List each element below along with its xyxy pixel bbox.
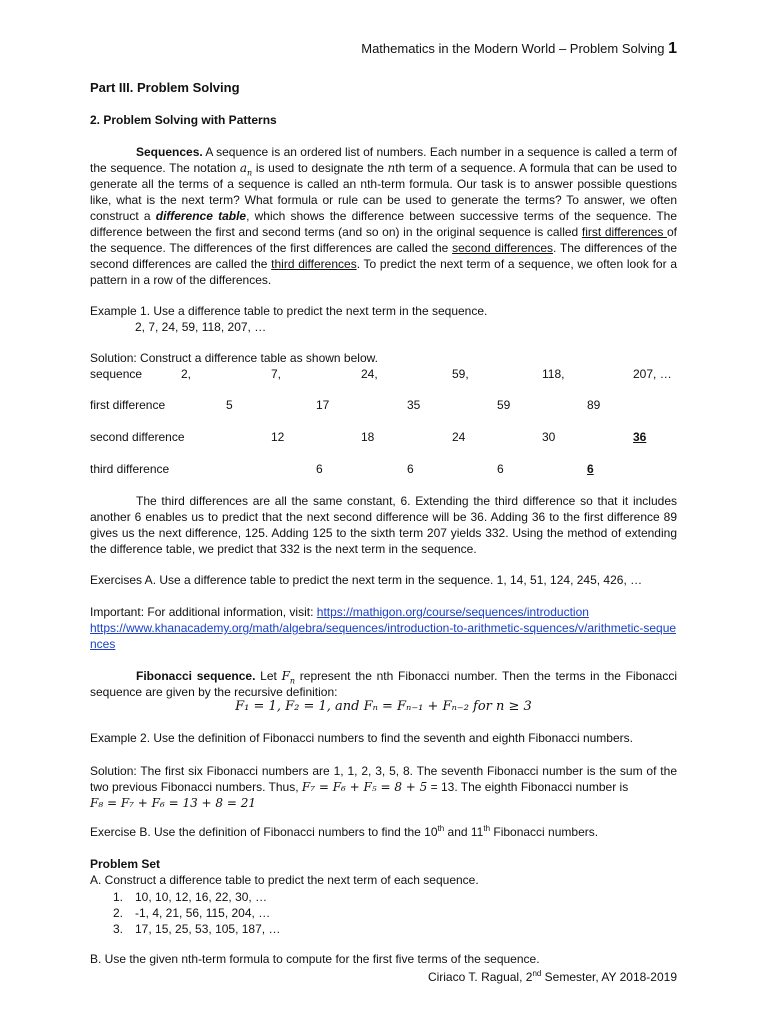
table-cell: 30: [542, 430, 556, 444]
mathigon-link[interactable]: https://mathigon.org/course/sequences/introduction: [316, 605, 589, 619]
table-row-first-difference: [90, 398, 690, 414]
exercise-b: Exercise B. Use the definition of Fibonacci numbers to find the 10th and 11th Fibonacci numbers.: [90, 824, 599, 839]
list-item: 2. -1, 4, 21, 56, 115, 204, …: [113, 906, 271, 920]
example1-prompt: Example 1. Use a difference table to predict the next term in the sequence.: [90, 304, 488, 318]
example2-prompt: Example 2. Use the definition of Fibonacci numbers to find the seventh and eighth Fibonacci numbers.: [90, 731, 633, 745]
table-cell: 7,: [271, 367, 282, 381]
list-item: 1. 10, 10, 12, 16, 22, 30, …: [113, 890, 268, 904]
table-cell: 24,: [361, 367, 378, 381]
table-cell: 2,: [181, 367, 192, 381]
f-n-notation: $F_n$: [281, 669, 296, 686]
table-row-third-difference: [90, 462, 690, 478]
f8-equation: F₈ = F₇ + F₆ = 13 + 8 = 21: [90, 796, 257, 810]
table-cell: 6: [316, 462, 323, 476]
problem-set-list: [113, 889, 280, 937]
exercise-a: Exercises A. Use a difference table to predict the next term in the sequence. 1, 14, 51, 124, 245, 426, …: [90, 573, 643, 587]
page-header: [361, 40, 677, 58]
table-cell: 59,: [452, 367, 469, 381]
predicted-third-difference: 6: [587, 462, 594, 476]
khanacademy-link[interactable]: https://www.khanacademy.org/math/algebra/sequences/introduction-to-arithmetic-squences/v/arithmetic-sequences: [90, 621, 677, 651]
table-row-label: first difference: [90, 398, 166, 412]
first-differences-term: first differences: [581, 225, 667, 239]
example1-solution-intro: Solution: Construct a difference table as shown below.: [90, 351, 378, 365]
sequences-paragraph: Sequences. A sequence is an ordered list of numbers. Each number in a sequence is called a term of the sequence. The notation $a_n$ is used to designate the nth term of a sequence. A formula that can be used to generate all the terms of a sequence is called an nth-term formula. Our task is to answer possible questions like, what is the next term? What formula or rule can be used to generate the terms? To answer, we often construct a difference table, which shows the difference between successive terms of the sequence. The difference between the first and second terms (and so on) in the original sequence is called first differences of the sequence. The differences of the first differences are called the second differences. The differences of the second differences are called the third differences. To predict the next term of a sequence, we often look for a pattern in a row of the differences.: [90, 145, 678, 287]
problem-set-b-prompt: B. Use the given nth-term formula to compute for the first five terms of the sequence.: [90, 952, 540, 966]
fibonacci-paragraph: Fibonacci sequence. Let $F_n$ represent the nth Fibonacci number. Then the terms in the Fibonacci sequence are given by the recursive definition:: [90, 669, 677, 699]
fibonacci-term: Fibonacci sequence.: [136, 669, 256, 683]
table-cell: 6: [497, 462, 504, 476]
table-row-sequence: [90, 367, 690, 383]
table-cell: 207, …: [633, 367, 672, 381]
important-note: Important: For additional information, visit: https://mathigon.org/course/sequences/introduction https://www.khanacademy.org/math/algebra/sequences/introduction-to-arithmetic-squences/v/arithmetic-sequences: [90, 605, 677, 651]
table-row-label: second difference: [90, 430, 185, 444]
difference-table-term: difference table: [155, 209, 247, 223]
f7-equation: F₇ = F₆ + F₅ = 8 + 5: [301, 780, 428, 794]
table-cell: 35: [407, 398, 421, 412]
table-cell: 18: [361, 430, 375, 444]
section-title: 2. Problem Solving with Patterns: [90, 113, 277, 127]
predicted-second-difference: 36: [633, 430, 647, 444]
table-row-label: sequence: [90, 367, 143, 381]
problem-set-title: Problem Set: [90, 857, 161, 871]
part-title: Part III. Problem Solving: [90, 80, 240, 95]
table-cell: 6: [407, 462, 414, 476]
example2-solution: Solution: The first six Fibonacci numbers are 1, 1, 2, 3, 5, 8. The seventh Fibonacci number is the sum of the two previous Fibonacci numbers. Thus, F₇ = F₆ + F₅ = 8 + 5 = 13. The eighth Fibonacci number is F₈ = F₇ + F₆ = 13 + 8 = 21: [90, 764, 677, 810]
page-footer: Ciriaco T. Ragual, 2nd Semester, AY 2018-2019: [427, 969, 677, 984]
table-cell: 12: [271, 430, 285, 444]
example1-explanation: The third differences are all the same constant, 6. Extending the third difference so that it includes another 6 enables us to predict that the next second difference will be 36. Adding 36 to the first difference 89 gives us the next difference, 125. Adding 125 to the sixth term 207 yields 332. Using the method of extending the difference table, we predict that 332 is the next term in the sequence.: [90, 494, 677, 556]
second-differences-term: second differences: [452, 241, 554, 255]
header-title: Mathematics in the Modern World – Problem Solving: [361, 41, 665, 56]
fibonacci-definition: F₁ = 1, F₂ = 1, and Fₙ = Fₙ₋₁ + Fₙ₋₂ for n ≥ 3: [235, 699, 532, 714]
table-cell: 5: [226, 398, 233, 412]
problem-set-a-prompt: A. Construct a difference table to predict the next term of each sequence.: [90, 873, 479, 887]
table-row-second-difference: [90, 430, 690, 446]
table-cell: 89: [587, 398, 601, 412]
table-cell: 118,: [542, 367, 565, 381]
table-cell: 24: [452, 430, 466, 444]
sequences-term: Sequences.: [136, 145, 203, 159]
example1-sequence: 2, 7, 24, 59, 118, 207, …: [135, 320, 267, 334]
a-n-notation: $a_n$: [239, 161, 253, 178]
list-item: 3. 17, 15, 25, 53, 105, 187, …: [113, 922, 281, 936]
table-row-label: third difference: [90, 462, 170, 476]
table-cell: 17: [316, 398, 330, 412]
third-differences-term: third differences: [271, 257, 357, 271]
table-cell: 59: [497, 398, 511, 412]
page-number: 1: [668, 40, 677, 57]
